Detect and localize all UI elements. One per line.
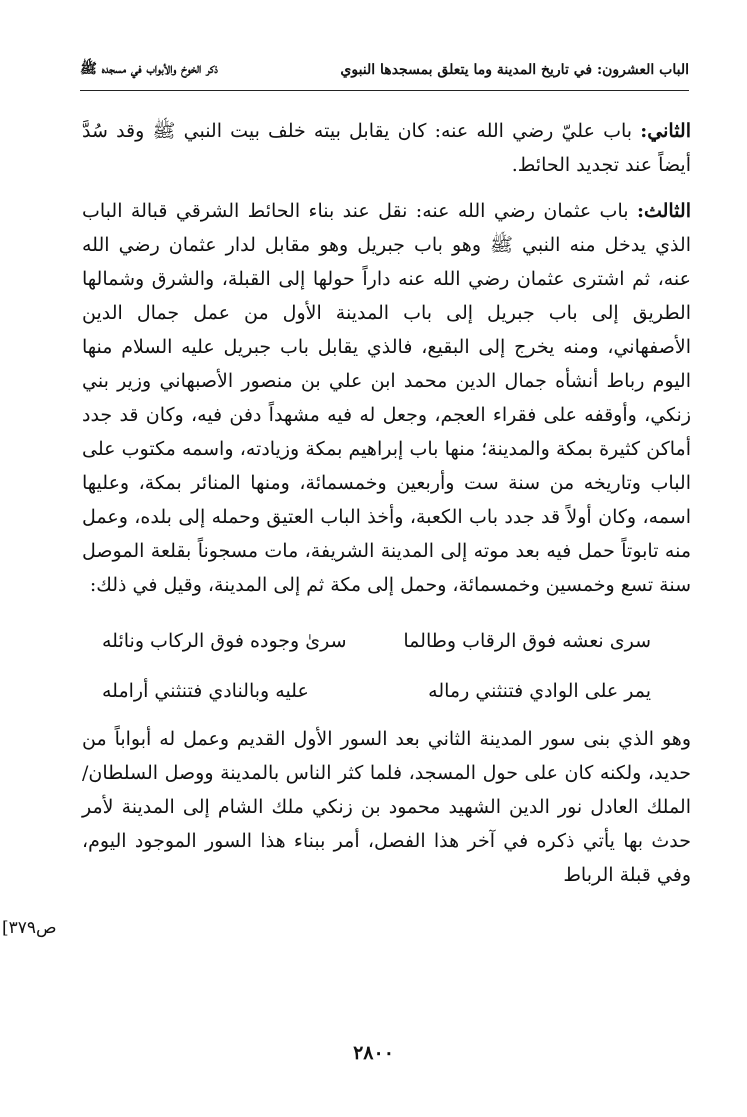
- verse-first-hemistich: سرى نعشه فوق الرقاب وطالما: [403, 630, 651, 652]
- running-header: [80, 56, 689, 84]
- poem: [102, 616, 651, 716]
- header-section-title: ذكر الخوخ والأبواب في مسجده ﷺ: [80, 61, 218, 77]
- paragraph-body: باب عثمان رضي الله عنه: نقل عند بناء الحائط الشرقي قبالة الباب الذي يدخل منه النبي ﷺ وهو باب جبريل وهو مقابل لدار عثمان رضي الله عنه، ثم اشترى عثمان رضي الله عنه داراً حولها إلى القبلة، والشرق وشمالها الطريق إلى باب جبريل إلى باب المدينة الأول من عمل جمال الدين الأصفهاني، ومنه يخرج إلى البقيع، فالذي يقابل باب جبريل عليه السلام منها اليوم رباط أنشأه جمال الدين محمد ابن علي بن منصور الأصبهاني وزير بني زنكي، وأوقفه على فقراء العجم، وجعل له فيه مشهداً دفن فيه، وكان قد جدد أماكن كثيرة بمكة والمدينة؛ منها باب إبراهيم بمكة وزيادته، واسمه مكتوب على الباب وتاريخه من سنة ست وأربعين وخمسمائة، ومنها المنائر بمكة، وعليها اسمه، وكان أولاً قد جدد باب الكعبة، وأخذ الباب العتيق وحمله إلى بلده، وعمل منه تابوتاً حمل فيه بعد موته إلى المدينة الشريفة، مات مسجوناً بقلعة الموصل سنة تسع وخمسين وخمسمائة، وحمل إلى مكة ثم إلى المدينة، وقيل في ذلك:: [82, 200, 691, 596]
- verse-second-hemistich: سرىٰ وجوده فوق الركاب ونائله: [102, 630, 347, 652]
- paragraph-lead: الثاني:: [640, 120, 691, 142]
- header-chapter-title: الباب العشرون: في تاريخ المدينة وما يتعلق بمسجدها النبوي: [340, 62, 689, 78]
- paragraph-body: باب عليّ رضي الله عنه: كان يقابل بيته خلف بيت النبي ﷺ وقد سُدَّ أيضاً عند تجديد الحائط.: [82, 120, 691, 176]
- margin-page-reference: [ص٣٧٩: [2, 918, 57, 938]
- paragraph-third-door: [82, 194, 691, 602]
- header-divider: [80, 90, 689, 91]
- verse-first-hemistich: يمر على الوادي فتنثني رماله: [428, 680, 651, 702]
- paragraph-closing: وهو الذي بنى سور المدينة الثاني بعد السور الأول القديم وعمل له أبواباً من حديد، ولكنه كان على حول المسجد، فلما كثر الناس بالمدينة ووصل السلطان/ الملك العادل نور الدين الشهيد محمود بن زنكي ملك الشام إلى المدينة لأمر حدث بها يأتي ذكره في آخر هذا الفصل، أمر ببناء هذا السور الموجود اليوم، وفي قبلة الرباط: [82, 728, 691, 886]
- main-text: [82, 114, 691, 892]
- verse-second-hemistich: عليه وبالنادي فتنثني أرامله: [102, 680, 309, 702]
- paragraph-lead: الثالث:: [636, 200, 691, 222]
- page-number: ٢٨٠٠: [353, 1042, 394, 1064]
- poem-verse: [102, 666, 651, 716]
- poem-verse: [102, 616, 651, 666]
- paragraph-second-door: [82, 114, 691, 182]
